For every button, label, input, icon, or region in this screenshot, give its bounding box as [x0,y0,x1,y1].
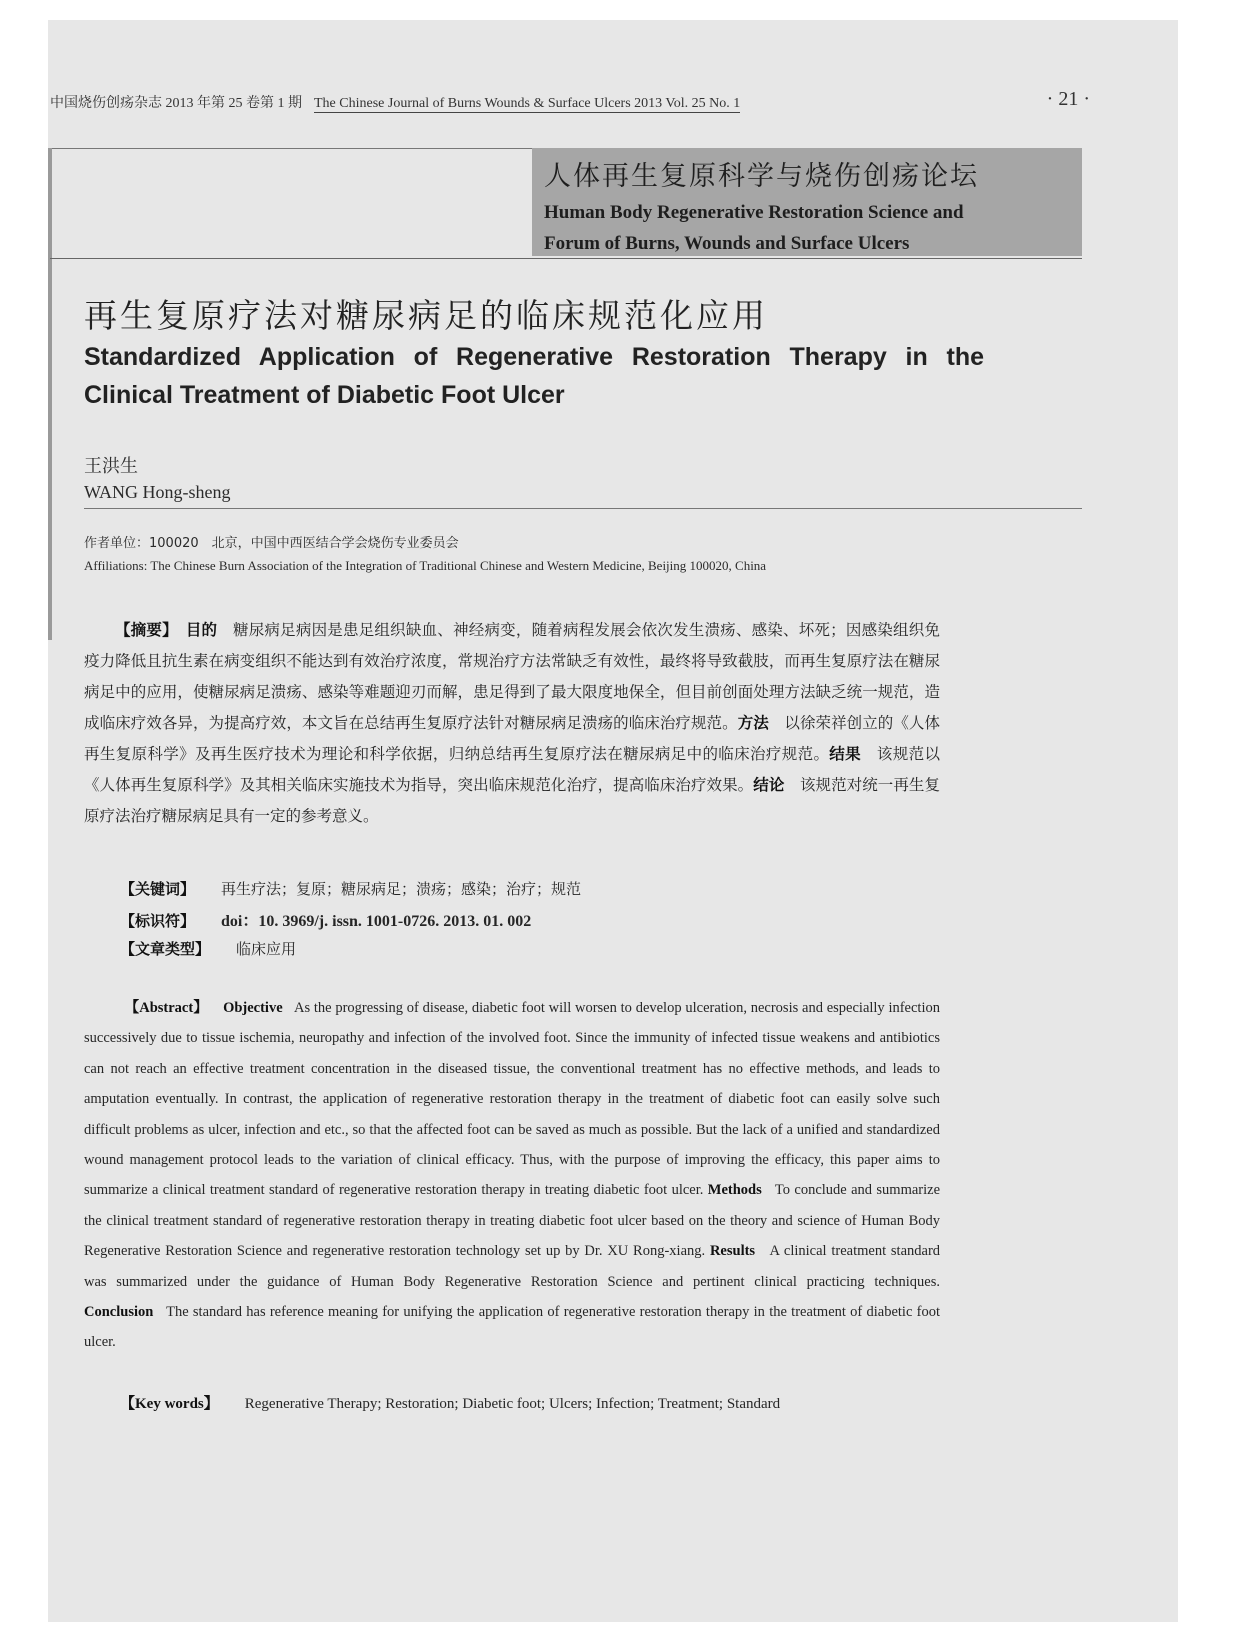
conclusion-text-en: The standard has reference meaning for unifying the application of regenerative restoration therapy in the treatment of diabetic foot ulcer. [84,1304,941,1351]
methods-text-en: To conclude and summarize the clinical treatment standard of regenerative restoration therapy in treating diabetic foot ulcer based on the theory and science of Human Body Regenerative Restoration Science and regenerative restoration technology set up by Dr. XU Rong-xiang. [84,1182,941,1260]
page-number: · 21 · [1046,88,1090,110]
identifier-label: 【标识符】 [120,912,196,930]
keywords-cn-value: 再生疗法；复原；糖尿病足；溃疡；感染；治疗；规范 [221,880,582,898]
methods-label-en: Methods [707,1182,762,1199]
keywords-en-value: Regenerative Therapy; Restoration; Diabetic foot; Ulcers; Infection; Treatment; Standard [244,1396,781,1412]
abstract-en [84,993,940,1358]
abstract-cn-label: 【摘要】 [115,621,171,639]
forum-title-cn: 人体再生复原科学与烧伤创疡论坛 [544,161,979,192]
keywords-en-label: 【Key words】 [120,1396,219,1412]
abstract-en-label: 【Abstract】 [124,1000,208,1016]
article-title-en: Standardized Application of Regenerative Restoration Therapy in the Clinical Treatment of Diabetic Foot Ulcer [84,343,984,409]
results-label-cn: 结果 [829,745,862,763]
author-rule [84,508,1082,509]
running-header [50,88,1090,113]
keywords-cn [120,878,581,899]
objective-label-en: Objective [223,1000,283,1016]
methods-text-cn: 以徐荣祥创立的《人体再生复原科学》及再生医疗技术为理论和科学依据，归纳总结再生复原疗法在糖尿病足中的临床治疗规范。 [84,714,940,763]
conclusion-label-cn: 结论 [753,776,785,794]
results-text-cn: 该规范以《人体再生复原科学》及其相关临床实施技术为指导，突出临床规范化治疗，提高临床治疗效果。 [84,745,940,794]
abstract-cn [84,615,940,832]
methods-label-cn: 方法 [737,714,769,732]
conclusion-text-cn: 该规范对统一再生复原疗法治疗糖尿病足具有一定的参考意义。 [84,776,940,825]
forum-title-en [544,197,1070,259]
banner-rule [50,258,1082,259]
results-text-en: A clinical treatment standard was summarized under the guidance of Human Body Regenerative Restoration Science and pertinent clinical practicing techniques. [84,1243,941,1290]
objective-label-cn: 目的 [185,621,218,639]
article-title-cn: 再生复原疗法对糖尿病足的临床规范化应用 [84,296,768,335]
author-name-en: WANG Hong-sheng [84,482,231,502]
article-type [120,938,296,959]
keywords-cn-label: 【关键词】 [120,880,196,898]
results-label-en: Results [709,1243,756,1260]
forum-banner [532,148,1082,256]
objective-text-cn: 糖尿病足病因是患足组织缺血、神经病变，随着病程发展会依次发生溃疡、感染、坏死；因感染组织免疫力降低且抗生素在病变组织不能达到有效治疗浓度，常规治疗方法常缺乏有效性，最终将导致截肢，而再生复原疗法在糖尿病足中的应用，使糖尿病足溃疡、感染等难题迎刃而解，患足得到了最大限度地保全，但目前创面处理方法缺乏统一规范，造成临床疗效各异，为提高疗效，本文旨在总结再生复原疗法针对糖尿病足溃疡的临床治疗规范。 [84,621,940,732]
article-type-label: 【文章类型】 [120,940,211,958]
article-type-value: 临床应用 [236,940,297,958]
conclusion-label-en: Conclusion [84,1304,154,1321]
affiliation-en: Affiliations: The Chinese Burn Association of the Integration of Traditional Chinese and Western Medicine, Beijing 100020, China [84,558,767,573]
keywords-en [120,1392,780,1413]
affiliation-cn: 作者单位：100020 北京，中国中西医结合学会烧伤专业委员会 [84,536,459,551]
author-name-cn: 王洪生 [84,456,138,477]
identifier [120,908,531,931]
forum-title-en-line1: Human Body Regenerative Restoration Science and [544,202,964,223]
forum-title-en-line2: Forum of Burns, Wounds and Surface Ulcers [544,233,910,254]
journal-name-en: The Chinese Journal of Burns Wounds & Surface Ulcers 2013 Vol. 25 No. 1 [314,96,741,111]
doi-value: doi：10. 3969/j. issn. 1001-0726. 2013. 01. 002 [221,913,532,930]
journal-name-cn: 中国烧伤创疡杂志 2013 年第 25 卷第 1 期 [50,96,302,111]
section-side-bar [48,148,52,640]
objective-text-en: As the progressing of disease, diabetic foot will worsen to develop ulceration, necrosis and especially infection successively due to tissue ischemia, neuropathy and infection of the involved foot. Since the immunity of infected tissue weakens and antibiotics can not reach an effective treatment concentration in the diseased tissue, the conventional treatment has no effective methods, and leads to amputation eventually. In contrast, the application of regenerative restoration therapy in the treatment of diabetic foot can easily solve such difficult problems as ulcer, infection and etc., so that the affected foot can be saved as much as possible. But the lack of a unified and standardized wound management protocol leads to the variation of clinical efficacy. Thus, with the purpose of improving the efficacy, this paper aims to summarize a clinical treatment standard of regenerative restoration therapy in treating diabetic foot ulcer. [84,1000,940,1199]
